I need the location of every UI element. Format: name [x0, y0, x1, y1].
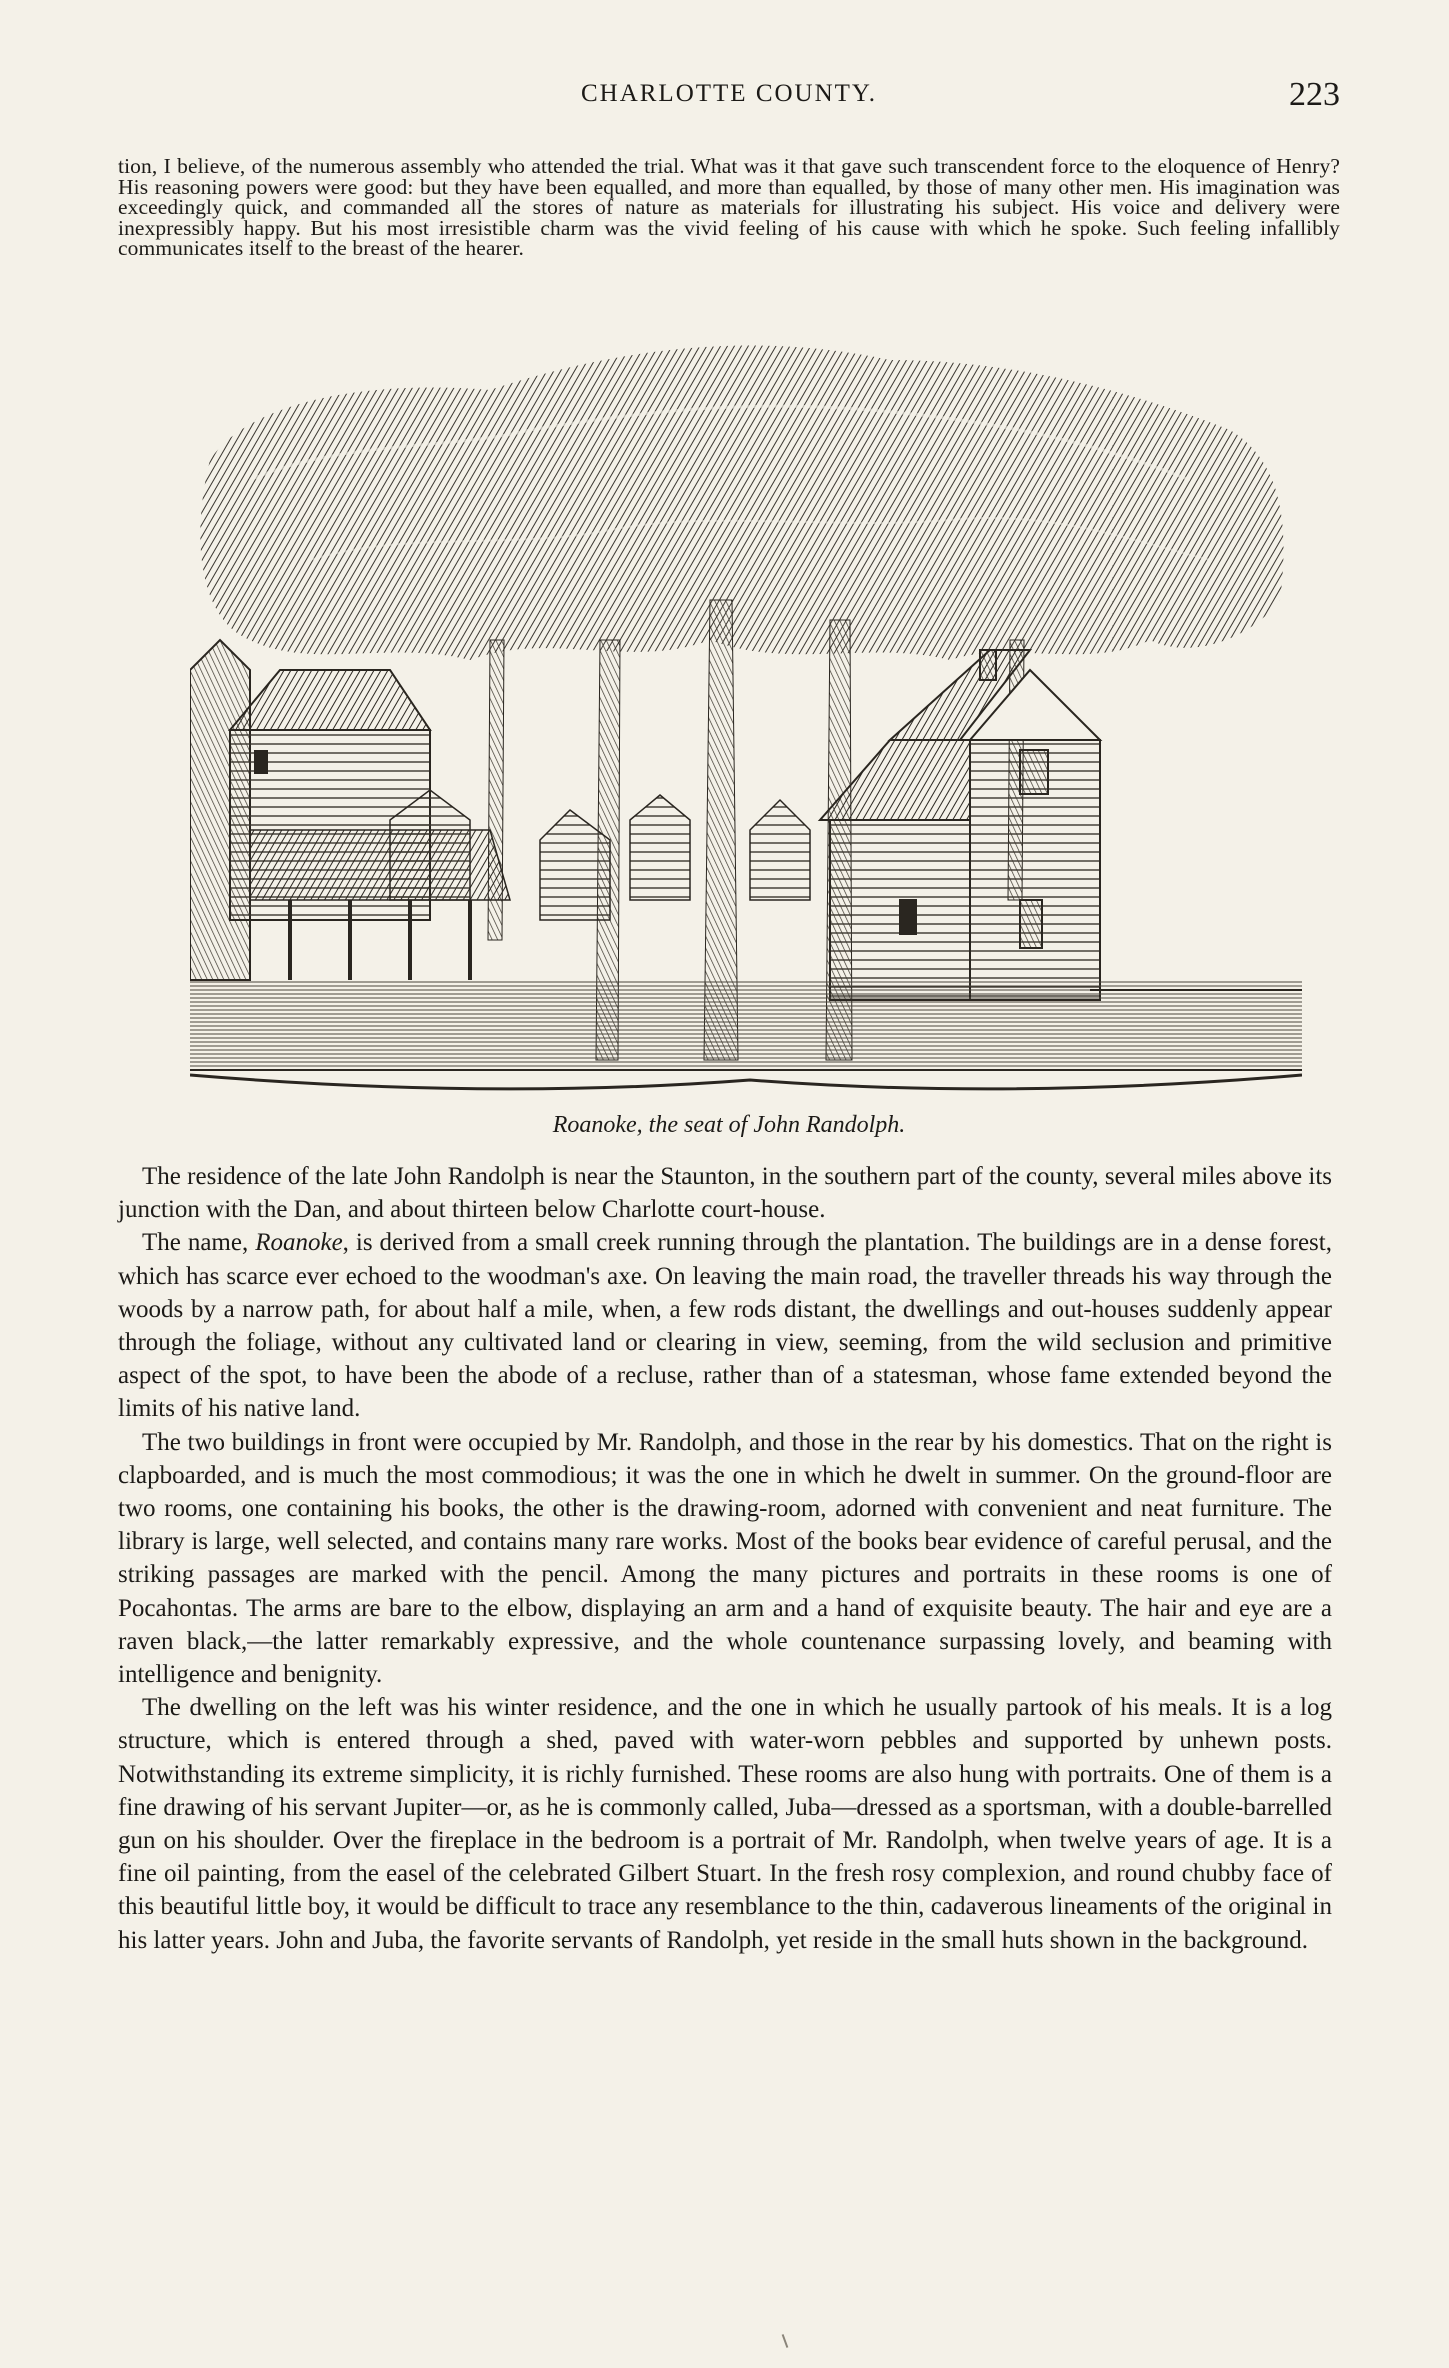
paragraph-name-origin	[118, 1226, 1332, 1425]
intro-paragraph: tion, I believe, of the numerous assembly who attended the trial. What was it that gave such transcendent force to the eloquence of Henry? His reasoning powers were good: but they have been equalled, and more than equalled, by those of many other men. His imagination was exceedingly quick, and commanded all the stores of nature as materials for illustrating his subject. His voice and delivery were inexpressibly happy. But his most irresistible charm was the vivid feeling of his cause with which he spoke. Such feeling infallibly communicates itself to the breast of the hearer.	[118, 154, 1340, 260]
running-title: CHARLOTTE COUNTY.	[580, 80, 878, 107]
stray-mark	[782, 2334, 789, 2348]
tree-canopy	[200, 346, 1283, 660]
paragraph-rest: , is derived from a small creek running through the plantation. The buildings are in a dense forest, which has scarce ever echoed to the woodman's axe. On leaving the main road, the traveller threads his way through the woods by a narrow path, for about half a mile, when, a few rods distant, the dwellings and out-houses suddenly appear through the foliage, without any cultivated land or clearing in view, seeming, from the wild seclusion and primitive aspect of the spot, to have been the abode of a recluse, rather than of a statesman, whose fame extended beyond the limits of his native land.	[118, 1229, 1332, 1423]
left-log-house	[190, 640, 510, 980]
paragraph-residence: The residence of the late John Randolph is near the Staunton, in the southern part of the county, several miles above its junction with the Dan, and about thirteen below Charlotte court-house.	[118, 1163, 1332, 1224]
running-head	[118, 76, 1340, 120]
estate-name: Roanoke	[255, 1229, 343, 1257]
paragraph-summer-house: The two buildings in front were occupied by Mr. Randolph, and those in the rear by his domestics. That on the right is clapboarded, and is much the most commodious; it was the one in which he dwelt in summer. On the ground-floor are two rooms, one containing his books, the other is the drawing-room, adorned with convenient and neat furniture. The library is large, well selected, and contains many rare works. Most of the books bear evidence of careful perusal, and the striking passages are marked with the pencil. Among the many pictures and portraits in these rooms is one of Pocahontas. The arms are bare to the elbow, displaying an arm and a hand of exquisite beauty. The hair and eye are a raven black,—the latter remarkably expressive, and the whole countenance surpassing lovely, and beaming with intelligence and benignity.	[118, 1428, 1332, 1689]
page-number: 223	[1289, 76, 1340, 113]
paragraph-winter-house: The dwelling on the left was his winter residence, and the one in which he usually partook of his meals. It is a log structure, which is entered through a shed, paved with water-worn pebbles and supported by unhewn posts. Notwithstanding its extreme simplicity, it is richly furnished. These rooms are also hung with portraits. One of them is a fine drawing of his servant Jupiter—or, as he is commonly called, Juba—dressed as a sportsman, with a double-barrelled gun on his shoulder. Over the fireplace in the bedroom is a portrait of Mr. Randolph, when twelve years of age. It is a fine oil painting, from the easel of the celebrated Gilbert Stuart. In the fresh rosy complexion, and round chubby face of this beautiful little boy, it would be difficult to trace any resemblance to the thin, cadaverous lineaments of the original in his latter years. John and Juba, the favorite servants of Randolph, yet reside in the small huts shown in the background.	[118, 1694, 1332, 1954]
paragraph-lead: The name,	[142, 1229, 256, 1257]
engraving-roanoke	[190, 340, 1302, 1100]
body-text	[118, 1160, 1332, 1957]
ground	[190, 980, 1302, 1089]
figure-caption: Roanoke, the seat of John Randolph.	[552, 1112, 906, 1138]
right-clapboard-house	[820, 650, 1100, 1000]
